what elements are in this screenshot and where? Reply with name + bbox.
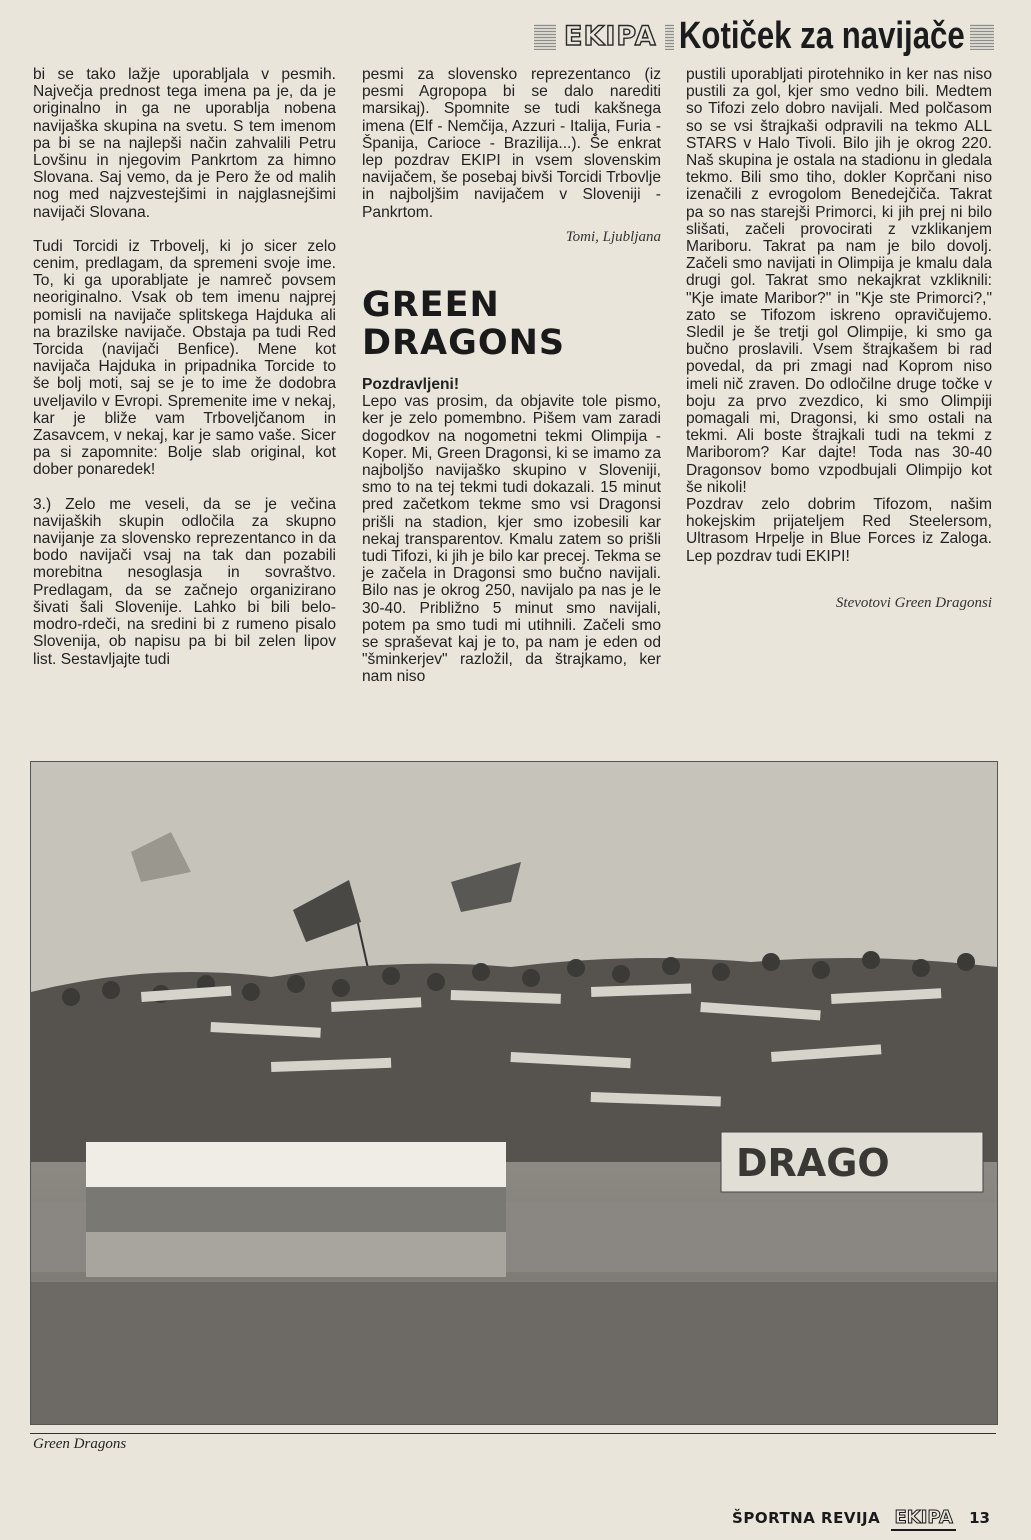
column1-paragraph-1: bi se tako lažje uporabljala v pesmih. Največja prednost tega imena pa je, da je originalno in ga ne uporablja nobena navijaška skupina na svetu. S tem imenom pa bi se na najlepši način zahvalili Petru Lovšinu in njegovim Pankrtom za himno Slovana. Saj vemo, da je Pero že od malih nog med najzvestejšimi in najglasnejšimi navijači Slovana. [33, 66, 336, 221]
letter-signature-green-dragonsi: Stevotovi Green Dragonsi [835, 594, 992, 611]
caption-rule [30, 1433, 996, 1434]
section-header [534, 15, 994, 60]
dragons-banner-text: DRAGO [736, 1141, 890, 1185]
section-title: Kotiček za navijače [674, 16, 970, 56]
footer-magazine-name: ŠPORTNA REVIJA [732, 1509, 881, 1527]
text-column-3 [686, 66, 992, 629]
column3-paragraph-2: Pozdrav zelo dobrim Tifozom, našim hokejskim prijateljem Red Steelersom, Ultrasom Hrpelje in Blue Forces iz Zaloga. Lep pozdrav tudi EKIPI! [686, 496, 992, 565]
letter-signature-tomi: Tomi, Ljubljana [565, 228, 661, 245]
tricolour-flag-red [86, 1232, 506, 1277]
letter-greeting: Pozdravljeni! [362, 376, 460, 394]
article-title: GREEN DRAGONS [362, 285, 566, 364]
column2-paragraph-2: Lepo vas prosim, da objavite tole pismo, ker je zelo pomembno. Pišem vam zaradi dogodkov na nogometni tekmi Olimpija - Koper. Mi, Green Dragonsi, ki se imamo za najboljšo navijaško skupino v Sloveniji, smo to na tej tekmi tudi dokazali. 15 minut pred začetkom tekme smo vsi Dragonsi prišli na stadion, kjer smo izobesili kar nekaj transparentov. Kmalu zatem so prišli tudi Tifozi, ki jih je bilo kar precej. Tekma se je začela in Dragonsi smo bučno navijali. Bilo nas je okrog 250, navijalo pa nas je le 30-40. Približno 5 minut smo navijali, potem pa smo tudi mi utihnili. Začeli smo se spraševat kaj je to, pa nam je eden od "šminkerjev" razložil, da štrajkamo, ker nam niso [362, 393, 661, 686]
photo-caption: Green Dragons [33, 1436, 127, 1452]
tricolour-flag-blue [86, 1187, 506, 1232]
text-column-2 [362, 66, 661, 703]
page-number: 13 [969, 1509, 990, 1527]
column3-paragraph-1: pustili uporabljati pirotehniko in ker nas niso pustili za gol, kjer smo vedno bili. Medtem so Tifozi zelo dobro navijali. Med polčasom so se vsi štrajkaši odpravili na tekmo ALL STARS v Halo Tivoli. Bilo jih je okrog 220. Naš skupina je ostala na stadionu in gledala tekmo. Bili smo tiho, dokler Koprčani niso izenačili z evrogolom Benedejčiča. Takrat pa so nas starejši Primorci, ki jih prej ni bilo slišati, začeli provocirati z vzklikanjem Mariboru. Takrat pa nam je bilo dovolj. Začeli smo navijati in Olimpija je kmalu dala drugi gol. Takrat smo nekajkrat vzkliknili: "Kje imate Maribor?" in "Kje ste Primorci?," zato se Tifozom iskreno opravičujemo. Sledil je še tretji gol Olimpije, ki smo ga bučno proslavili. Vsem štrajkašem bi rad povedal, da pri zmagi nad Koprom niso imeli nič zraven. Do odločilne druge točke v boju za prvo zvezdico, ki smo Olimpiji pomagali mi, Dragonsi, ki smo ostali na tekmi. Ali boste štrajkali tudi na tekmi z Mariborom? Kar dajte! Toda nas 30-40 Dragonsov bomo vzpodbujali Olimpijo kot še nikoli! [686, 66, 992, 496]
text-column-1 [33, 66, 336, 685]
column1-paragraph-2: Tudi Torcidi iz Trbovelj, ki jo sicer zelo cenim, predlagam, da spremeni svoje ime. To, ki ga uporabljate je namreč povsem neoriginalno. Vsak ob tem imenu najprej pomisli na navijače splitskega Hajduka ali na brazilske navijače. Obstaja pa tudi Red Torcida (navijači Benfice). Mene kot navijača Hajduka in pripadnika Torcide to še bolj moti, saj se je to ime že dodobra uveljavilo v Evropi. Spremenite ime v nekaj, kar je bliže vam Trboveljčanom in Zasavcem, v nekaj, kar je samo vaše. Sicer pa si zapomnite: Bolje slab original, kot dober ponaredek! [33, 237, 336, 479]
column2-paragraph-1: pesmi za slovensko reprezentanco (iz pesmi Agropopa bi se dalo narediti marsikaj). Spomnite se tudi kakšnega imena (Elf - Nemčija, Azzuri - Italija, Furia - Španija, Carioce - Brazilija...). Še enkrat lep pozdrav EKIPI in vsem slovenskim navijačem, še posebaj bivši Torcidi Trbovlje in najboljšim navijačem v Sloveniji - Pankrtom. [362, 66, 661, 221]
fans-photo-illustration [31, 762, 997, 1424]
column1-paragraph-3: 3.) Zelo me veseli, da se je večina navijaških skupin odločila za skupno navijanje za slovensko reprezentanco in da bodo navijači vsaj na tak dan pozabili morebitna nesoglasja in sovraštvo. Predlagam, da se začnejo organizirano šivati šali Slovenije. Lahko bi bili belo-modro-rdeči, na sredini bi z rumeno pisalo Slovenija, ob napisu pa bi bil zelen lipov list. Sestavljajte tudi [33, 495, 336, 668]
fans-photo [30, 761, 998, 1425]
tricolour-flag-white [86, 1142, 506, 1187]
header-brand-logo: EKIPA [556, 22, 665, 52]
running-track [31, 1282, 997, 1424]
footer-brand-logo: EKIPA [891, 1507, 955, 1531]
page-footer [732, 1507, 990, 1529]
